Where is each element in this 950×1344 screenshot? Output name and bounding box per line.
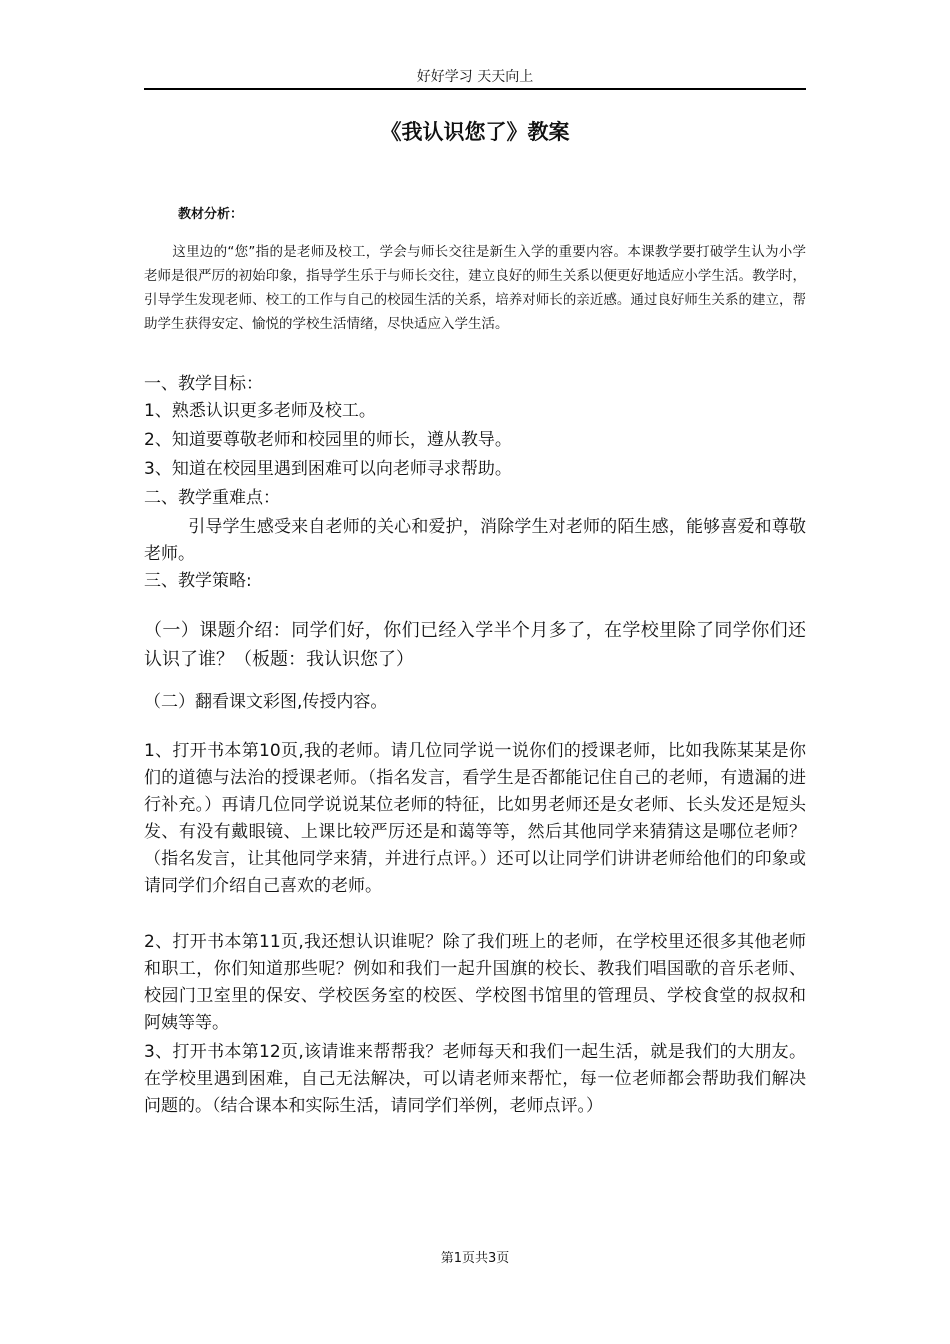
keypoints-heading: 二、教学重难点： [144, 488, 280, 508]
document-title: 《我认识您了》教案 [380, 120, 570, 144]
goal-item-3: 3、知道在校园里遇到困难可以向老师寻求帮助。 [144, 459, 512, 479]
header-divider [144, 88, 806, 90]
keypoints-paragraph: 引导学生感受来自老师的关心和爱护，消除学生对老师的陌生感，能够喜爱和尊敬老师。 [144, 517, 806, 564]
goal-item-1: 1、熟悉认识更多老师及校工。 [144, 401, 376, 421]
strategy-step-3: 3、打开书本第12页,该请谁来帮帮我？老师每天和我们一起生活，就是我们的大朋友。在学校里遇到困难，自己无法解决，可以请老师来帮忙，每一位老师都会帮助我们解决问题的。（结合课本和实际生活，请同学们举例，老师点评。） [144, 1042, 806, 1116]
strategy-part-2: （二）翻看课文彩图,传授内容。 [144, 692, 388, 712]
strategy-intro: （一）课题介绍：同学们好，你们已经入学半个月多了，在学校里除了同学你们还认识了谁？（板题：我认识您了） [144, 620, 806, 670]
page-header: 好好学习 天天向上 [416, 69, 534, 85]
analysis-paragraph: 这里边的“您”指的是老师及校工，学会与师长交往是新生入学的重要内容。本课教学要打破学生认为小学老师是很严厉的初始印象，指导学生乐于与师长交往，建立良好的师生关系以便更好地适应小学生活。教学时，引导学生发现老师、校工的工作与自己的校园生活的关系，培养对师长的亲近感。通过良好师生关系的建立，帮助学生获得安定、愉悦的学校生活情绪，尽快适应入学生活。 [144, 244, 806, 332]
goals-heading: 一、教学目标： [144, 374, 263, 394]
strategy-step-1: 1、打开书本第10页,我的老师。请几位同学说一说你们的授课老师，比如我陈某某是你们的道德与法治的授课老师。（指名发言，看学生是否都能记住自己的老师，有遗漏的进行补充。）再请几位同学说说某位老师的特征，比如男老师还是女老师、长头发还是短头发、有没有戴眼镜、上课比较严厉还是和蔼等等，然后其他同学来猜猜这是哪位老师？（指名发言，让其他同学来猜，并进行点评。）还可以让同学们讲讲老师给他们的印象或请同学们介绍自己喜欢的老师。 [144, 741, 806, 896]
analysis-heading: 教材分析： [178, 207, 244, 222]
strategy-heading: 三、教学策略: [144, 571, 252, 591]
page-footer: 第1页共3页 [440, 1251, 510, 1266]
strategy-step-2: 2、打开书本第11页,我还想认识谁呢？除了我们班上的老师，在学校里还很多其他老师和职工，你们知道那些呢？例如和我们一起升国旗的校长、教我们唱国歌的音乐老师、校园门卫室里的保安、学校医务室的校医、学校图书馆里的管理员、学校食堂的叔叔和阿姨等等。 [144, 932, 806, 1033]
goal-item-2: 2、知道要尊敬老师和校园里的师长，遵从教导。 [144, 430, 512, 450]
